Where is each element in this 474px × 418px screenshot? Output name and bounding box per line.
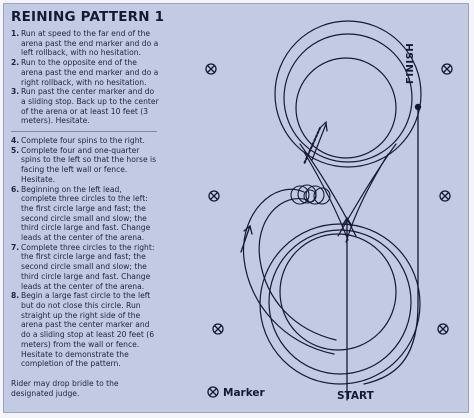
step-number: 4. xyxy=(11,136,20,146)
pattern-diagram xyxy=(4,4,469,413)
step-text: Complete four spins to the right. xyxy=(21,136,145,146)
marker-bottom-right-icon xyxy=(438,324,448,334)
step-text: Run past the center marker and do a sliding stop. Back up to the center of the arena or at least 10 feet (3 meters). Hesitate. xyxy=(21,87,159,126)
step-text: Begin a large fast circle to the left but do not close this circle. Run straight up the right side of the arena past the center marker and do a sliding stop at least 20 feet (6 meters) from the wall or fence. Hesitate to demonstrate the completion of the pattern. xyxy=(21,291,155,369)
upper-circle-inner xyxy=(296,58,396,158)
left-circle-path xyxy=(244,189,334,354)
legend-marker-label: Marker xyxy=(223,387,265,399)
step-number: 1. xyxy=(11,29,20,38)
step-text: Complete three circles to the right: the first circle large and fast; the second circle small and slow; the third circle large and fast. Change leads at the center of the arena. xyxy=(21,242,155,291)
marker-bottom-left-icon xyxy=(213,324,223,334)
upper-rollback-loop-2 xyxy=(284,34,412,162)
start-label: START xyxy=(337,390,374,402)
reining-pattern-card xyxy=(3,3,469,413)
finish-label: FINISH xyxy=(405,42,416,84)
pattern-title: REINING PATTERN 1 xyxy=(11,9,165,25)
step-number: 8. xyxy=(11,291,20,301)
step-number: 2. xyxy=(11,58,20,68)
footnote: Rider may drop bridle to the designated judge. xyxy=(11,379,119,398)
step-text: Run at speed to the far end of the arena past the end marker and do a left rollback, with no hesitation. xyxy=(21,29,159,58)
cross-line-c xyxy=(304,152,348,240)
step-number: 6. xyxy=(11,184,20,194)
lower-circle-inner xyxy=(280,234,396,350)
step-text: Complete four and one-quarter spins to the left so that the horse is facing the left wall or fence. Hesitate. xyxy=(21,145,157,184)
marker-top-left-icon xyxy=(206,64,216,74)
step-text: Beginning on the left lead, complete three circles to the left: the first circle large and fast; the second circle small and slow; the third circle large and fast. Change leads at the center of the arena. xyxy=(21,184,151,243)
lower-circle-mid xyxy=(269,230,411,374)
legend-marker-icon xyxy=(208,387,218,397)
spin-circles xyxy=(291,185,330,204)
lower-circle-outer xyxy=(260,224,420,384)
step-text: Run to the opposite end of the arena past the end marker and do a right rollback, with no hesitation. xyxy=(21,58,159,87)
marker-top-right-icon xyxy=(442,64,452,74)
step-number: 7. xyxy=(11,242,20,252)
upper-rollback-loop-1 xyxy=(275,21,421,167)
step-number: 3. xyxy=(11,87,20,97)
marker-center-right-icon xyxy=(440,191,450,201)
step-number: 5. xyxy=(11,145,20,155)
marker-center-left-icon xyxy=(209,191,219,201)
finish-dot-icon xyxy=(415,104,421,110)
